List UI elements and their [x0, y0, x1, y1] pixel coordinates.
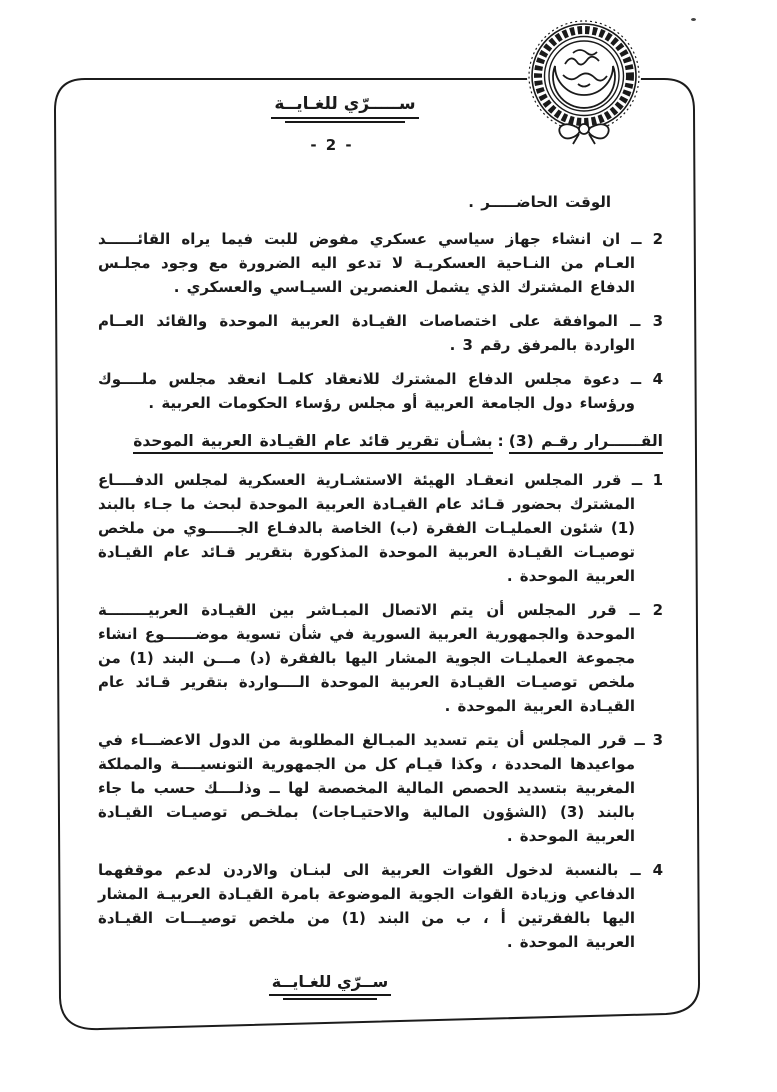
classification-footer	[230, 972, 430, 996]
resolution-heading	[98, 429, 663, 453]
resolution-number: القــــــرار رقـم (3)	[509, 432, 663, 454]
resolution-item-3: 3 ــ قرر المجلس أن يتم تسديد المبـالغ المطلوبة من الدول الاعضـــاء في مواعيدها المحددة ، وكذا قيـام كل من الجمهورية التونسيــــة والمملكة المغربية بتسديد الحصص المالية المخصصة لها ــ وذلــــك حسب ما جاء بالبند (3) (الشؤون المالية والاحتيـاجات) بملخـص توصيـات القيـادة العربية الموحدة .	[98, 731, 663, 845]
resolution-colon: :	[497, 432, 504, 450]
preamble-item-3: 3 ــ الموافقة على اختصاصات القيـادة العربية الموحدة والقائد العــام الواردة بالمرفق رقم 3 .	[98, 312, 663, 354]
arab-league-emblem-icon	[503, 20, 665, 146]
scan-artifact-dot	[691, 18, 696, 21]
document-body	[98, 190, 663, 964]
carryover-line: الوقت الحاضـــــر .	[468, 193, 611, 211]
classification-header	[245, 94, 445, 119]
page-number: - 2 -	[310, 136, 354, 154]
classification-header-text: ســـــرّي للغـايــة	[271, 94, 418, 119]
ribbon-bow-icon	[559, 124, 608, 144]
resolution-item-4: 4 ــ بالنسبة لدخول القوات العربية الى لبنـان والاردن لدعم موقفهما الدفاعي وزيادة القوات الجوية الموضوعة بامرة القيـادة العربيـة المشار اليها بالفقرتين أ ، ب من البند (1) من ملخص توصيـــات القيـادة العربية الموحدة .	[98, 861, 663, 951]
resolution-item-1: 1 ــ قرر المجلس انعقـاد الهيئة الاستشـارية العسكرية لمجلس الدفــــاع المشترك بحضور قـائد عام القيـادة العربية الموحدة لبحث ما جـاء بالبند (1) شئون العمليـات الفقرة (ب) الخاصة بالدفـاع الجــــــوي من ملخص توصيـات القيـادة العربية الموحدة المذكورة بتقرير قـائد عام القيـادة العربية الموحدة .	[98, 471, 663, 585]
classification-footer-text: ســرّي للغـايــة	[269, 972, 392, 996]
preamble-item-2: 2 ــ ان انشاء جهاز سياسي عسكري مفوض للبت فيما يراه القائــــــد العـام من النـاحية العسكريـة لا تدعو اليه الضرورة مع وجود مجلـس الدفاع المشترك الذي يشمل العنصرين السيـاسي والعسكري .	[98, 230, 663, 296]
resolution-subject: بشـأن تقرير قائد عام القيـادة العربية الموحدة	[133, 432, 492, 454]
preamble-item-4: 4 ــ دعوة مجلس الدفاع المشترك للانعقاد كلمـا انعقد مجلس ملــــوك ورؤساء دول الجامعة العربية أو مجلس رؤساء الحكومات العربية .	[98, 370, 663, 412]
resolution-item-2: 2 ــ قرر المجلس أن يتم الاتصال المبـاشر بين القيـادة العربيــــــــة الموحدة والجمهورية العربية السورية في شأن تسوية موضــــــوع انشاء مجموعة العمليـات الجوية المشار اليها بالفقرة (د) مـــن البند (1) من ملخص توصيـات القيـادة العربية الموحدة الــــواردة بتقرير قـائد عام القيـادة العربية الموحدة .	[98, 601, 663, 715]
